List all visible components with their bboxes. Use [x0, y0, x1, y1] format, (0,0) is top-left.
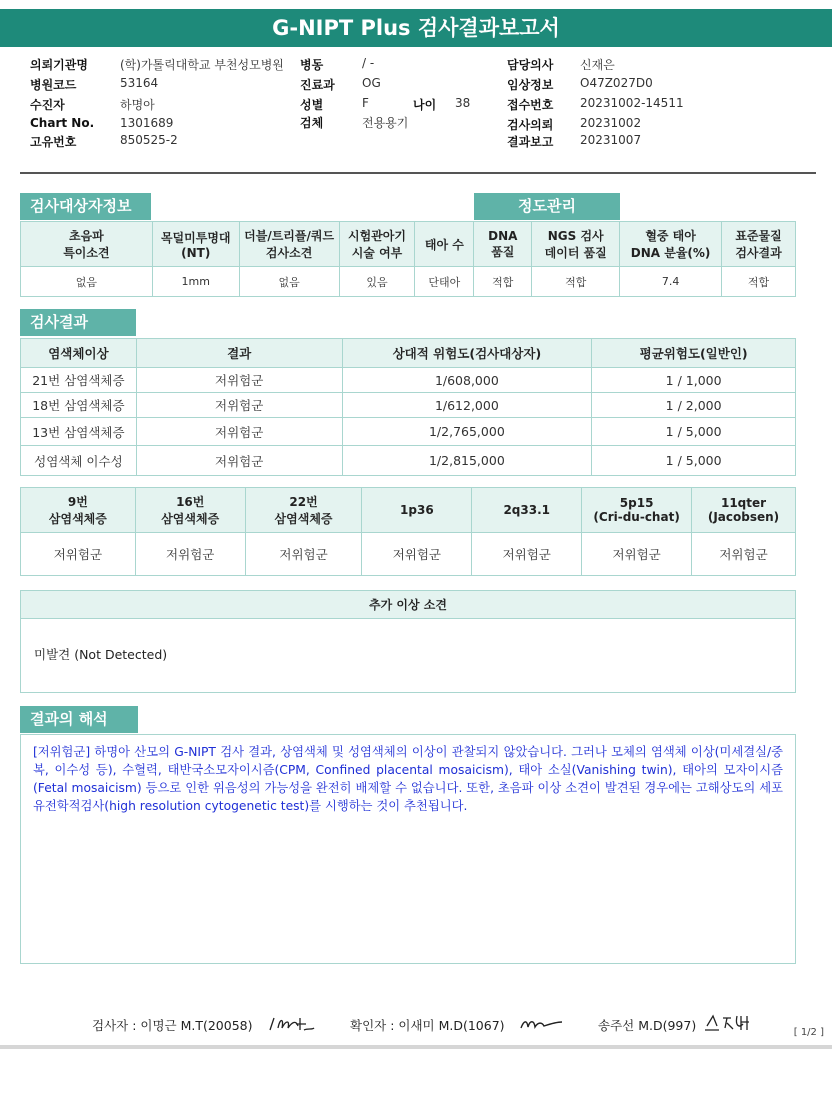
interpretation-tab: 결과의 해석 — [20, 706, 138, 733]
cell: 없음 — [239, 267, 339, 297]
chart-label: Chart No. — [30, 116, 95, 130]
cell: 7.4 — [620, 267, 722, 297]
specimen-value: 전용용기 — [362, 116, 409, 130]
cell: 적합 — [532, 267, 620, 297]
qc-tab: 정도관리 — [474, 193, 620, 220]
col-t9: 9번 삼염색체증 — [21, 488, 136, 533]
specimen-label: 검체 — [300, 116, 324, 130]
cell: 1 / 5,000 — [592, 418, 796, 446]
cell: 저위험군 — [136, 393, 342, 418]
report-title: G-NIPT Plus 검사결과보고서 — [0, 9, 832, 47]
examinee-label: 수진자 — [30, 98, 65, 112]
subject-value-row — [21, 267, 796, 297]
additional-findings — [20, 590, 796, 693]
cell: 성염색체 이수성 — [21, 446, 137, 476]
subject-info-tab: 검사대상자정보 — [20, 193, 151, 220]
extra-table — [20, 487, 796, 576]
sex-label: 성별 — [300, 98, 324, 112]
col-relative-risk: 상대적 위험도(검사대상자) — [342, 339, 592, 368]
report-date-value: 20231007 — [580, 133, 642, 147]
cell: 1/2,815,000 — [342, 446, 592, 476]
table-row — [21, 393, 796, 418]
doctor-label: 담당의사 — [507, 58, 554, 72]
col-dna-quality: DNA 품질 — [474, 222, 532, 267]
col-nt: 목덜미투명대 (NT) — [152, 222, 239, 267]
cell: 적합 — [474, 267, 532, 297]
report-date-label: 결과보고 — [507, 135, 554, 149]
ward-label: 병동 — [300, 58, 324, 72]
col-ivf: 시험관아기 시술 여부 — [339, 222, 415, 267]
cell: 저위험군 — [21, 533, 136, 576]
cell: 저위험군 — [692, 533, 796, 576]
sex-value: F — [362, 96, 369, 110]
col-5p15: 5p15 (Cri-du-chat) — [582, 488, 692, 533]
bottom-divider — [0, 1045, 832, 1049]
interpretation-text: [저위험군] 하명아 산모의 G-NIPT 검사 결과, 상염색체 및 성염색체의 이상이 관찰되지 않았습니다. 그러나 모체의 염색체 이상(미세결실/중복, 이수성 등), 수혈력, 태반국소모자이시즘(CPM, Confined placental mosaicism), 태아 소실(Vanishing twin), 태아의 모자이시즘(Fetal mosaicism) 등으로 인한 위음성의 가능성을 완전히 배제할 수 없습니다. 또한, 초음파 이상 소견이 발견된 경우에는 고해상도의 세포유전학적검사(high resolution cytogenetic test)를 시행하는 것이 추천됩니다. — [20, 734, 796, 964]
tester-signature-label: 검사자 : 이명근 M.T(20058) — [92, 1018, 253, 1033]
cell: 있음 — [339, 267, 415, 297]
results-tab: 검사결과 — [20, 309, 136, 336]
cell: 13번 삼염색체증 — [21, 418, 137, 446]
cell: 저위험군 — [362, 533, 472, 576]
subject-info-table — [20, 221, 796, 297]
cell: 21번 삼염색체증 — [21, 368, 137, 393]
col-1p36: 1p36 — [362, 488, 472, 533]
receipt-label: 접수번호 — [507, 98, 554, 112]
col-11qter: 11qter (Jacobsen) — [692, 488, 796, 533]
cell: 1/2,765,000 — [342, 418, 592, 446]
request-value: 20231002 — [580, 116, 642, 130]
subject-header-row — [21, 222, 796, 267]
results-header-row — [21, 339, 796, 368]
cell: 저위험군 — [136, 446, 342, 476]
cell: 18번 삼염색체증 — [21, 393, 137, 418]
col-ultrasound: 초음파 특이소견 — [21, 222, 153, 267]
dept-label: 진료과 — [300, 78, 335, 92]
cell: 1/608,000 — [342, 368, 592, 393]
examinee-value: 하명아 — [120, 98, 155, 112]
chart-value: 1301689 — [120, 116, 174, 130]
cell: 1/612,000 — [342, 393, 592, 418]
institution-label: 의뢰기관명 — [30, 58, 88, 72]
table-row — [21, 446, 796, 476]
cell: 없음 — [21, 267, 153, 297]
cell: 1 / 2,000 — [592, 393, 796, 418]
col-reference: 표준물질 검사결과 — [722, 222, 796, 267]
col-fetal-fraction: 혈중 태아 DNA 분율(%) — [620, 222, 722, 267]
cell: 1 / 5,000 — [592, 446, 796, 476]
cell: 저위험군 — [472, 533, 582, 576]
third-signature-icon — [703, 1010, 755, 1036]
clinical-label: 임상정보 — [507, 78, 554, 92]
request-label: 검사의뢰 — [507, 118, 554, 132]
extra-header-row — [21, 488, 796, 533]
hospital-code-label: 병원코드 — [30, 78, 77, 92]
age-label: 나이 — [413, 98, 437, 112]
cell: 저위험군 — [136, 368, 342, 393]
page-number: [ 1/2 ] — [793, 1027, 824, 1038]
cell: 1 / 1,000 — [592, 368, 796, 393]
col-t22: 22번 삼염색체증 — [245, 488, 362, 533]
col-abnormality: 염색체이상 — [21, 339, 137, 368]
col-ngs-quality: NGS 검사 데이터 품질 — [532, 222, 620, 267]
divider — [20, 172, 816, 174]
col-screening: 더블/트리플/쿼드 검사소견 — [239, 222, 339, 267]
third-signature-label: 송주선 M.D(997) — [598, 1018, 697, 1033]
receipt-value: 20231002-14511 — [580, 96, 684, 110]
confirmer-signature-label: 확인자 : 이새미 M.D(1067) — [350, 1018, 505, 1033]
tester-signature-icon — [266, 1010, 318, 1036]
dept-value: OG — [362, 76, 381, 90]
col-result: 결과 — [136, 339, 342, 368]
clinical-value: O47Z027D0 — [580, 76, 653, 90]
col-t16: 16번 삼염색체증 — [135, 488, 245, 533]
id-value: 850525-2 — [120, 133, 178, 147]
hospital-code-value: 53164 — [120, 76, 159, 90]
age-value: 38 — [455, 96, 471, 110]
col-2q33: 2q33.1 — [472, 488, 582, 533]
ward-value: / - — [362, 56, 375, 70]
cell: 저위험군 — [136, 418, 342, 446]
confirmer-signature-icon — [518, 1010, 566, 1036]
additional-findings-text: 미발견 (Not Detected) — [34, 647, 168, 662]
institution-value: (학)가톨릭대학교 부천성모병원 — [120, 58, 284, 72]
cell: 단태아 — [415, 267, 474, 297]
doctor-value: 신재은 — [580, 58, 615, 72]
cell: 적합 — [722, 267, 796, 297]
col-average-risk: 평균위험도(일반인) — [592, 339, 796, 368]
table-row — [21, 368, 796, 393]
additional-findings-title: 추가 이상 소견 — [21, 591, 795, 619]
cell: 저위험군 — [245, 533, 362, 576]
table-row — [21, 418, 796, 446]
results-table — [20, 338, 796, 476]
cell: 저위험군 — [582, 533, 692, 576]
cell: 1mm — [152, 267, 239, 297]
extra-value-row — [21, 533, 796, 576]
cell: 저위험군 — [135, 533, 245, 576]
id-label: 고유번호 — [30, 135, 77, 149]
col-fetus-count: 태아 수 — [415, 222, 474, 267]
